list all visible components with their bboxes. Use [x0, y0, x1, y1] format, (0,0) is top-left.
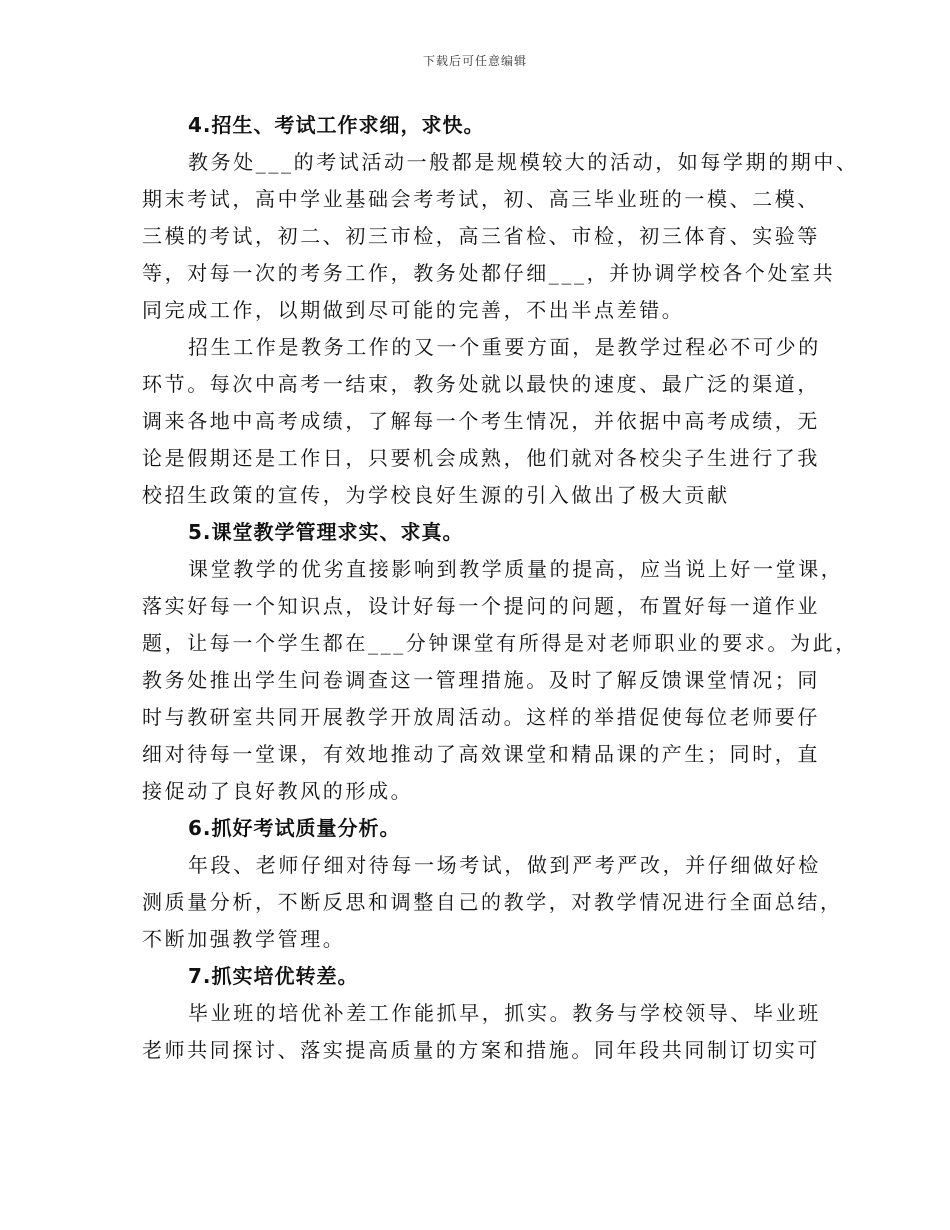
paragraph-line: 时与教研室共同开展教学开放周活动。这样的举措促使每位老师要仔	[142, 705, 820, 729]
paragraph-line: 期末考试，高中学业基础会考考试，初、高三毕业班的一模、二模、	[142, 187, 820, 211]
paragraph-line: 不断加强教学管理。	[142, 927, 346, 951]
paragraph-line: 教务处___的考试活动一般都是规模较大的活动，如每学期的期中、	[188, 150, 859, 174]
paragraph-line: 同完成工作，以期做到尽可能的完善，不出半点差错。	[142, 298, 685, 322]
paragraph-line: 细对待每一堂课，有效地推动了高效课堂和精品课的产生；同时，直	[142, 742, 820, 766]
paragraph-line: 课堂教学的优劣直接影响到教学质量的提高，应当说上好一堂课，	[188, 557, 844, 581]
section-heading: 6.抓好考试质量分析。	[188, 816, 401, 840]
paragraph-line: 论是假期还是工作日，只要机会成熟，他们就对各校尖子生进行了我	[142, 446, 820, 470]
paragraph-line: 测质量分析，不断反思和调整自己的教学，对教学情况进行全面总结，	[142, 890, 843, 914]
page-header: 下载后可任意编辑	[422, 54, 527, 68]
paragraph-line: 三模的考试，初二、初三市检，高三省检、市检，初三体育、实验等	[142, 224, 820, 248]
section-heading: 5.课堂教学管理求实、求真。	[188, 520, 464, 544]
paragraph-line: 老师共同探讨、落实提高质量的方案和措施。同年段共同制订切实可	[142, 1038, 820, 1062]
paragraph-line: 年段、老师仔细对待每一场考试，做到严考严改，并仔细做好检	[188, 853, 821, 877]
paragraph-line: 落实好每一个知识点，设计好每一个提问的问题，布置好每一道作业	[142, 594, 820, 618]
paragraph-line: 校招生政策的宣传，为学校良好生源的引入做出了极大贡献	[142, 483, 730, 507]
paragraph-line: 毕业班的培优补差工作能抓早，抓实。教务与学校领导、毕业班	[188, 1001, 821, 1025]
paragraph-line: 调来各地中高考成绩，了解每一个考生情况，并依据中高考成绩，无	[142, 409, 820, 433]
paragraph-line: 教务处推出学生问卷调查这一管理措施。及时了解反馈课堂情况；同	[142, 668, 820, 692]
section-heading: 4.招生、考试工作求细，求快。	[188, 113, 485, 137]
paragraph-line: 接促动了良好教风的形成。	[142, 779, 414, 803]
paragraph-line: 等，对每一次的考务工作，教务处都仔细___，并协调学校各个处室共	[142, 261, 836, 285]
section-heading: 7.抓实培优转差。	[188, 964, 359, 988]
document-body	[142, 107, 859, 1069]
paragraph-line: 招生工作是教务工作的又一个重要方面，是教学过程必不可少的	[188, 335, 821, 359]
paragraph-line: 环节。每次中高考一结束，教务处就以最快的速度、最广泛的渠道，	[142, 372, 820, 396]
paragraph-line: 题，让每一个学生都在___分钟课堂有所得是对老师职业的要求。为此，	[142, 631, 858, 655]
